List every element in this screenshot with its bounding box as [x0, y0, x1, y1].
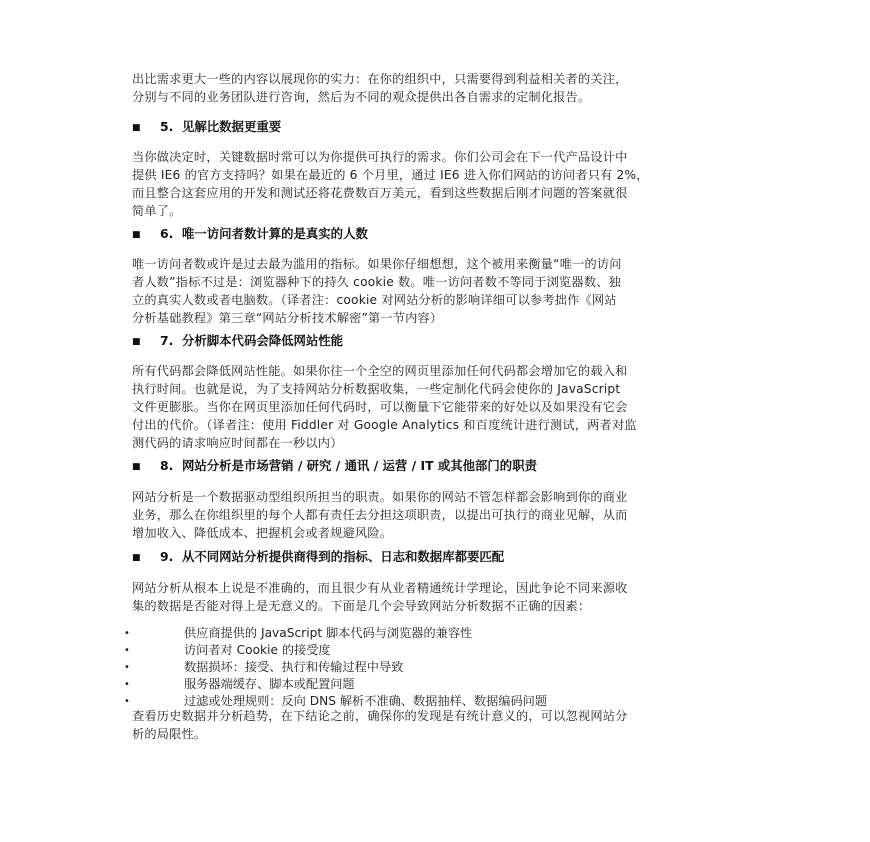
list-item-text: 数据损坏：接受、执行和传输过程中导致	[184, 660, 404, 674]
list-item-text: 服务器端缓存、脚本或配置问题	[184, 677, 355, 691]
section-paragraph-5	[132, 148, 744, 220]
text-line: 网站分析是一个数据驱动型组织所担当的职责。如果你的网站不管怎样都会影响到你的商业	[132, 490, 628, 504]
section-heading-6	[132, 225, 742, 244]
section-number: 8.	[160, 458, 174, 473]
list-item	[124, 625, 764, 642]
text-line: 出比需求更大一些的内容以展现你的实力：在你的组织中，只需要得到利益相关者的关注，	[132, 72, 628, 86]
section-title: 分析脚本代码会降低网站性能	[182, 333, 344, 348]
bullet-dot-icon: •	[124, 696, 130, 707]
section-title: 网站分析是市场营销 / 研究 / 通讯 / 运营 / IT 或其他部门的职责	[182, 458, 537, 473]
text-line: 提供 IE6 的官方支持吗？如果在最近的 6 个月里，通过 IE6 进入你们网站的访问者只有 2%，	[132, 168, 649, 182]
factors-list	[124, 625, 764, 710]
text-line: 唯一访问者数或许是过去最为滥用的指标。如果你仔细想想，这个被用来衡量“唯一的访问	[132, 257, 622, 271]
list-item-text: 访问者对 Cookie 的接受度	[184, 643, 331, 657]
bullet-dot-icon: •	[124, 628, 130, 639]
section-paragraph-9	[132, 579, 744, 615]
square-bullet-icon: ■	[132, 553, 141, 563]
square-bullet-icon: ■	[132, 230, 141, 240]
section-heading-9	[132, 548, 742, 567]
square-bullet-icon: ■	[132, 462, 141, 472]
section-title: 唯一访问者数计算的是真实的人数	[182, 226, 368, 241]
text-line: 执行时间。也就是说，为了支持网站分析数据收集，一些定制化代码会使你的 JavaScript	[132, 382, 621, 396]
text-line: 网站分析从根本上说是不准确的，而且很少有从业者精通统计学理论，因此争论不同来源收	[132, 581, 628, 595]
section-paragraph-6	[132, 255, 744, 327]
section-number: 7.	[160, 333, 174, 348]
list-item-text: 过滤或处理规则：反向 DNS 解析不准确、数据抽样、数据编码问题	[184, 694, 548, 708]
text-line: 者人数”指标不过是：浏览器种下的持久 cookie 数。唯一访问者数不等同于浏览器数、独	[132, 275, 621, 289]
bullet-dot-icon: •	[124, 679, 130, 690]
intro-paragraph	[132, 70, 744, 106]
section-paragraph-8	[132, 488, 744, 542]
text-line: 业务，那么在你组织里的每个人都有责任去分担这项职责，以提出可执行的商业见解，从而	[132, 508, 628, 522]
text-line: 析的局限性。	[132, 727, 207, 741]
text-line: 分析基础教程》第三章“网站分析技术解密”第一节内容）	[132, 311, 443, 325]
section-number: 9.	[160, 549, 174, 564]
section-number: 5.	[160, 119, 174, 134]
section-paragraph-7	[132, 362, 744, 452]
section-number: 6.	[160, 226, 174, 241]
text-line: 付出的代价。（译者注：使用 Fiddler 对 Google Analytics 和百度统计进行测试，两者对监	[132, 418, 637, 432]
section-heading-7	[132, 332, 742, 351]
text-line: 立的真实人数或者电脑数。（译者注：cookie 对网站分析的影响详细可以参考拙作《网站	[132, 293, 617, 307]
text-line: 而且整合这套应用的开发和测试还将花费数百万美元，看到这些数据后刚才问题的答案就很	[132, 186, 628, 200]
list-item	[124, 659, 764, 676]
square-bullet-icon: ■	[132, 337, 141, 347]
section-heading-5	[132, 118, 742, 137]
text-line: 所有代码都会降低网站性能。如果你往一个全空的网页里添加任何代码都会增加它的载入和	[132, 364, 628, 378]
text-line: 集的数据是否能对得上是无意义的。下面是几个会导致网站分析数据不正确的因素：	[132, 599, 591, 613]
text-line: 分别与不同的业务团队进行咨询，然后为不同的观众提供出各自需求的定制化报告。	[132, 90, 591, 104]
bullet-dot-icon: •	[124, 662, 130, 673]
section-title: 从不同网站分析提供商得到的指标、日志和数据库都要匹配	[182, 549, 505, 564]
bullet-dot-icon: •	[124, 645, 130, 656]
text-line: 当你做决定时，关键数据时常可以为你提供可执行的需求。你们公司会在下一代产品设计中	[132, 150, 628, 164]
text-line: 查看历史数据并分析趋势，在下结论之前，确保你的发现是有统计意义的，可以忽视网站分	[132, 709, 628, 723]
text-line: 简单了。	[132, 204, 182, 218]
section-heading-8	[132, 457, 742, 476]
square-bullet-icon: ■	[132, 123, 141, 133]
text-line: 增加收入、降低成本、把握机会或者规避风险。	[132, 526, 393, 540]
list-item	[124, 676, 764, 693]
closing-paragraph	[132, 707, 744, 743]
list-item-text: 供应商提供的 JavaScript 脚本代码与浏览器的兼容性	[184, 626, 473, 640]
text-line: 测代码的请求响应时间都在一秒以内）	[132, 436, 343, 450]
list-item	[124, 642, 764, 659]
section-title: 见解比数据更重要	[182, 119, 282, 134]
text-line: 文件更膨胀。当你在网页里添加任何代码时，可以衡量下它能带来的好处以及如果没有它会	[132, 400, 628, 414]
